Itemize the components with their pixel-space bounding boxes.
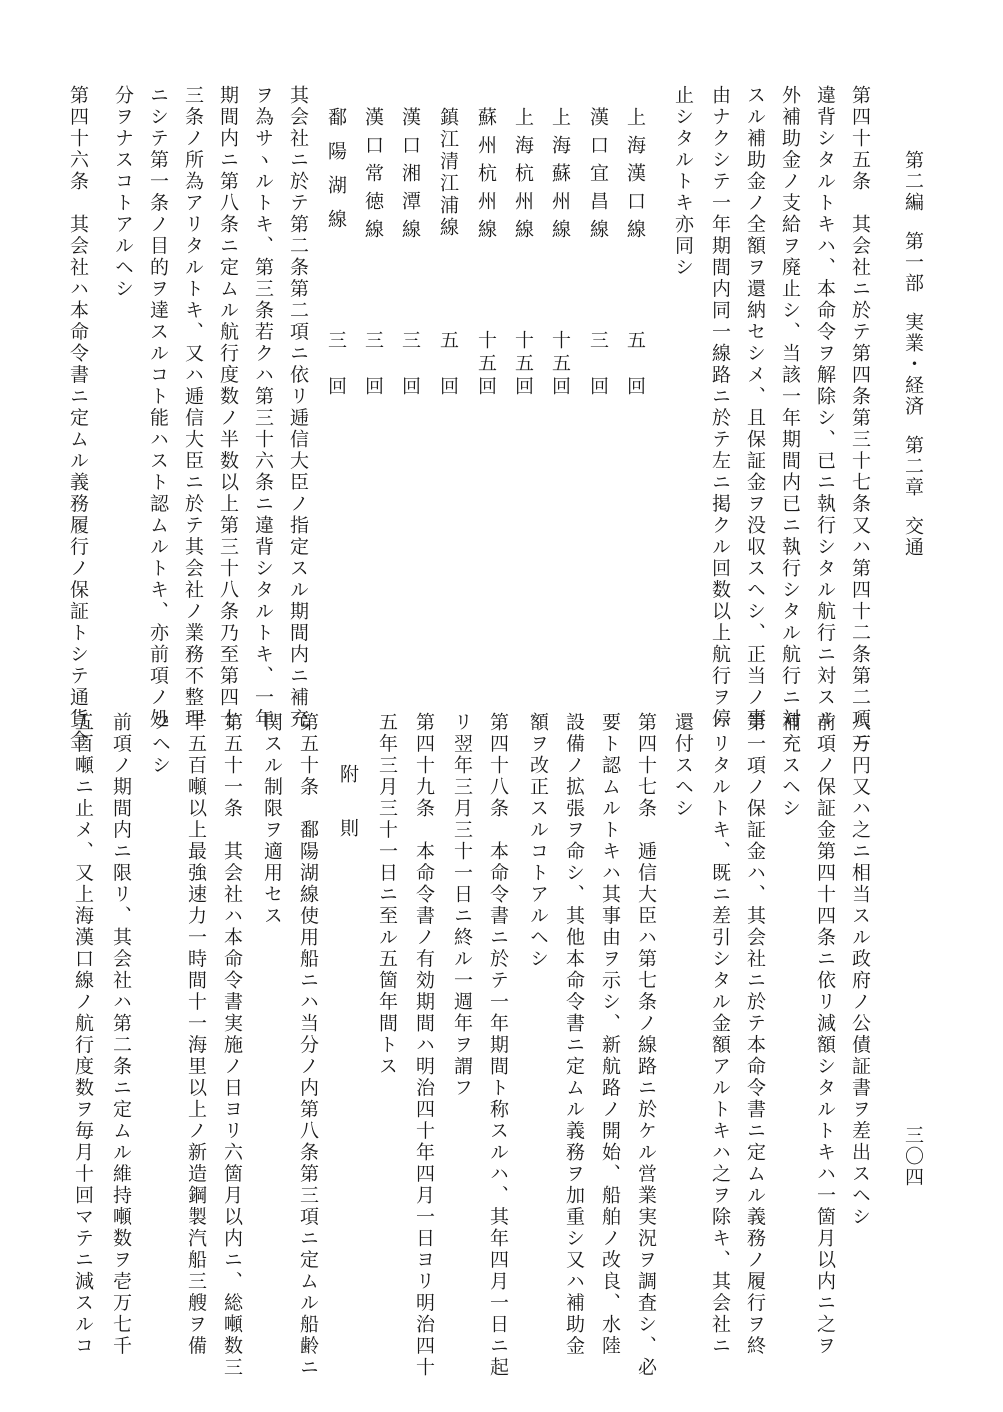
text-column: 第五十条 鄱陽湖線使用船ニハ当分ノ内第八条第三項ニ定ムル船齢ニ [297, 712, 319, 1379]
text-column: 第五十一条 其会社ハ本命令書実施ノ日ヨリ六箇月以内ニ、総噸数三 [221, 712, 243, 1379]
text-column: 前項ノ保証金第四十四条ニ依リ減額シタルトキハ一箇月以内ニ之ヲ [814, 712, 836, 1357]
text-column: 由ナクシテ一年期間内同一線路ニ於テ左ニ掲クル回数以上航行ヲ停 [709, 85, 731, 730]
route-count: 三 回 [399, 330, 421, 399]
text-column: 額ヲ改正スルコトアルヘシ [527, 712, 549, 970]
text-column: ハリタルトキ、既ニ差引シタル金額アルトキハ之ヲ除キ、其会社ニ [709, 712, 731, 1357]
text-column: 還付スヘシ [672, 712, 694, 820]
text-column: 其会社ニ於テ第二条第二項ニ依リ逓信大臣ノ指定スル期間内ニ補充 [287, 85, 309, 730]
section-heading: 附 則 [337, 764, 359, 845]
route-name: 上海漢口線 [624, 107, 646, 247]
route-count: 十五回 [512, 330, 534, 399]
text-column: 第四十六条 其会社ハ本命令書ニ定ムル義務履行ノ保証トシテ通貨金 [67, 85, 89, 752]
route-name: 鎮江清江浦線 [437, 107, 459, 239]
text-column: フヘシ [149, 712, 171, 777]
text-column: スル補助金ノ全額ヲ還納セシメ、且保証金ヲ没収スヘシ、正当ノ事 [744, 85, 766, 730]
text-column: ニシテ第一条ノ目的ヲ達スルコト能ハスト認ムルトキ、亦前項ノ処 [147, 85, 169, 730]
text-column: リ翌年三月三十一日ニ終ル一週年ヲ謂フ [451, 712, 473, 1099]
text-column: 第四十八条 本命令書ニ於テ一年期間ト称スルハ、其年四月一日ニ起 [487, 712, 509, 1379]
text-column: 違背シタルトキハ、本命令ヲ解除シ、已ニ執行シタル航行ニ対スル [814, 85, 836, 730]
route-count: 十五回 [475, 330, 497, 399]
text-column: 第一項ノ保証金ハ、其会社ニ於テ本命令書ニ定ムル義務ノ履行ヲ終 [744, 712, 766, 1357]
route-count: 三 回 [362, 330, 384, 399]
text-column: 第四十九条 本命令書ノ有効期間ハ明治四十年四月一日ヨリ明治四十 [413, 712, 435, 1379]
route-name: 漢口宜昌線 [587, 107, 609, 247]
route-name: 上海蘇州線 [549, 107, 571, 247]
header-part: 第一部 [902, 231, 924, 294]
text-column: 設備ノ拡張ヲ命シ、其他本命令書ニ定ムル義務ヲ加重シ又ハ補助金 [563, 712, 585, 1357]
route-name: 上海杭州線 [512, 107, 534, 247]
text-column: 千五百噸以上最強速力一時間十一海里以上ノ新造鋼製汽船三艘ヲ備 [185, 712, 207, 1357]
text-column: 要ト認ムルトキハ其事由ヲ示シ、新航路ノ開始、船舶ノ改良、水陸 [599, 712, 621, 1357]
text-column: 第四十五条 其会社ニ於テ第四条第三十七条又ハ第四十二条第二項ニ [849, 85, 871, 752]
route-name: 鄱陽湖線 [325, 107, 347, 243]
route-count: 十五回 [549, 330, 571, 399]
text-column: 五百噸ニ止メ、又上海漢口線ノ航行度数ヲ毎月十回マテニ減スルコ [72, 712, 94, 1357]
text-column: 前項ノ期間内ニ限リ、其会社ハ第二条ニ定ムル維持噸数ヲ壱万七千 [110, 712, 132, 1357]
page-number: 三〇四 [902, 1125, 924, 1188]
route-count: 三 回 [587, 330, 609, 399]
header-part: 交通 [902, 516, 924, 558]
text-column: 期間内ニ第八条ニ定ムル航行度数ノ半数以上第三十八条乃至第四十 [217, 85, 239, 730]
text-column: 第四十七条 逓信大臣ハ第七条ノ線路ニ於ケル営業実況ヲ調査シ、必 [635, 712, 657, 1379]
route-name: 漢口湘潭線 [399, 107, 421, 247]
header-part: 第二章 [902, 435, 924, 498]
text-column: 止シタルトキ亦同シ [672, 85, 694, 279]
text-column: 補充スヘシ [779, 712, 801, 820]
text-column: ヲ為サヽルトキ、第三条若クハ第三十六条ニ違背シタルトキ、一年 [252, 85, 274, 730]
text-column: 外補助金ノ支給ヲ廃止シ、当該一年期間内已ニ執行シタル航行ニ対 [779, 85, 801, 730]
text-column: 八万円又ハ之ニ相当スル政府ノ公債証書ヲ差出スヘシ [849, 712, 871, 1228]
text-column: 三条ノ所為アリタルトキ、又ハ逓信大臣ニ於テ其会社ノ業務不整理 [182, 85, 204, 730]
header-part: 第二編 [902, 150, 924, 213]
header-part: 実業・経済 [902, 312, 924, 417]
bottom-half [0, 712, 1003, 1379]
route-name: 蘇州杭州線 [475, 107, 497, 247]
text-column: 関スル制限ヲ適用セス [261, 712, 283, 927]
route-count: 五 回 [624, 330, 646, 399]
route-name: 漢口常徳線 [362, 107, 384, 247]
text-column: 分ヲナスコトアルヘシ [112, 85, 134, 300]
route-count: 五 回 [437, 330, 459, 399]
route-count: 三 回 [325, 330, 347, 399]
text-column: 五年三月三十一日ニ至ル五箇年間トス [376, 712, 398, 1078]
